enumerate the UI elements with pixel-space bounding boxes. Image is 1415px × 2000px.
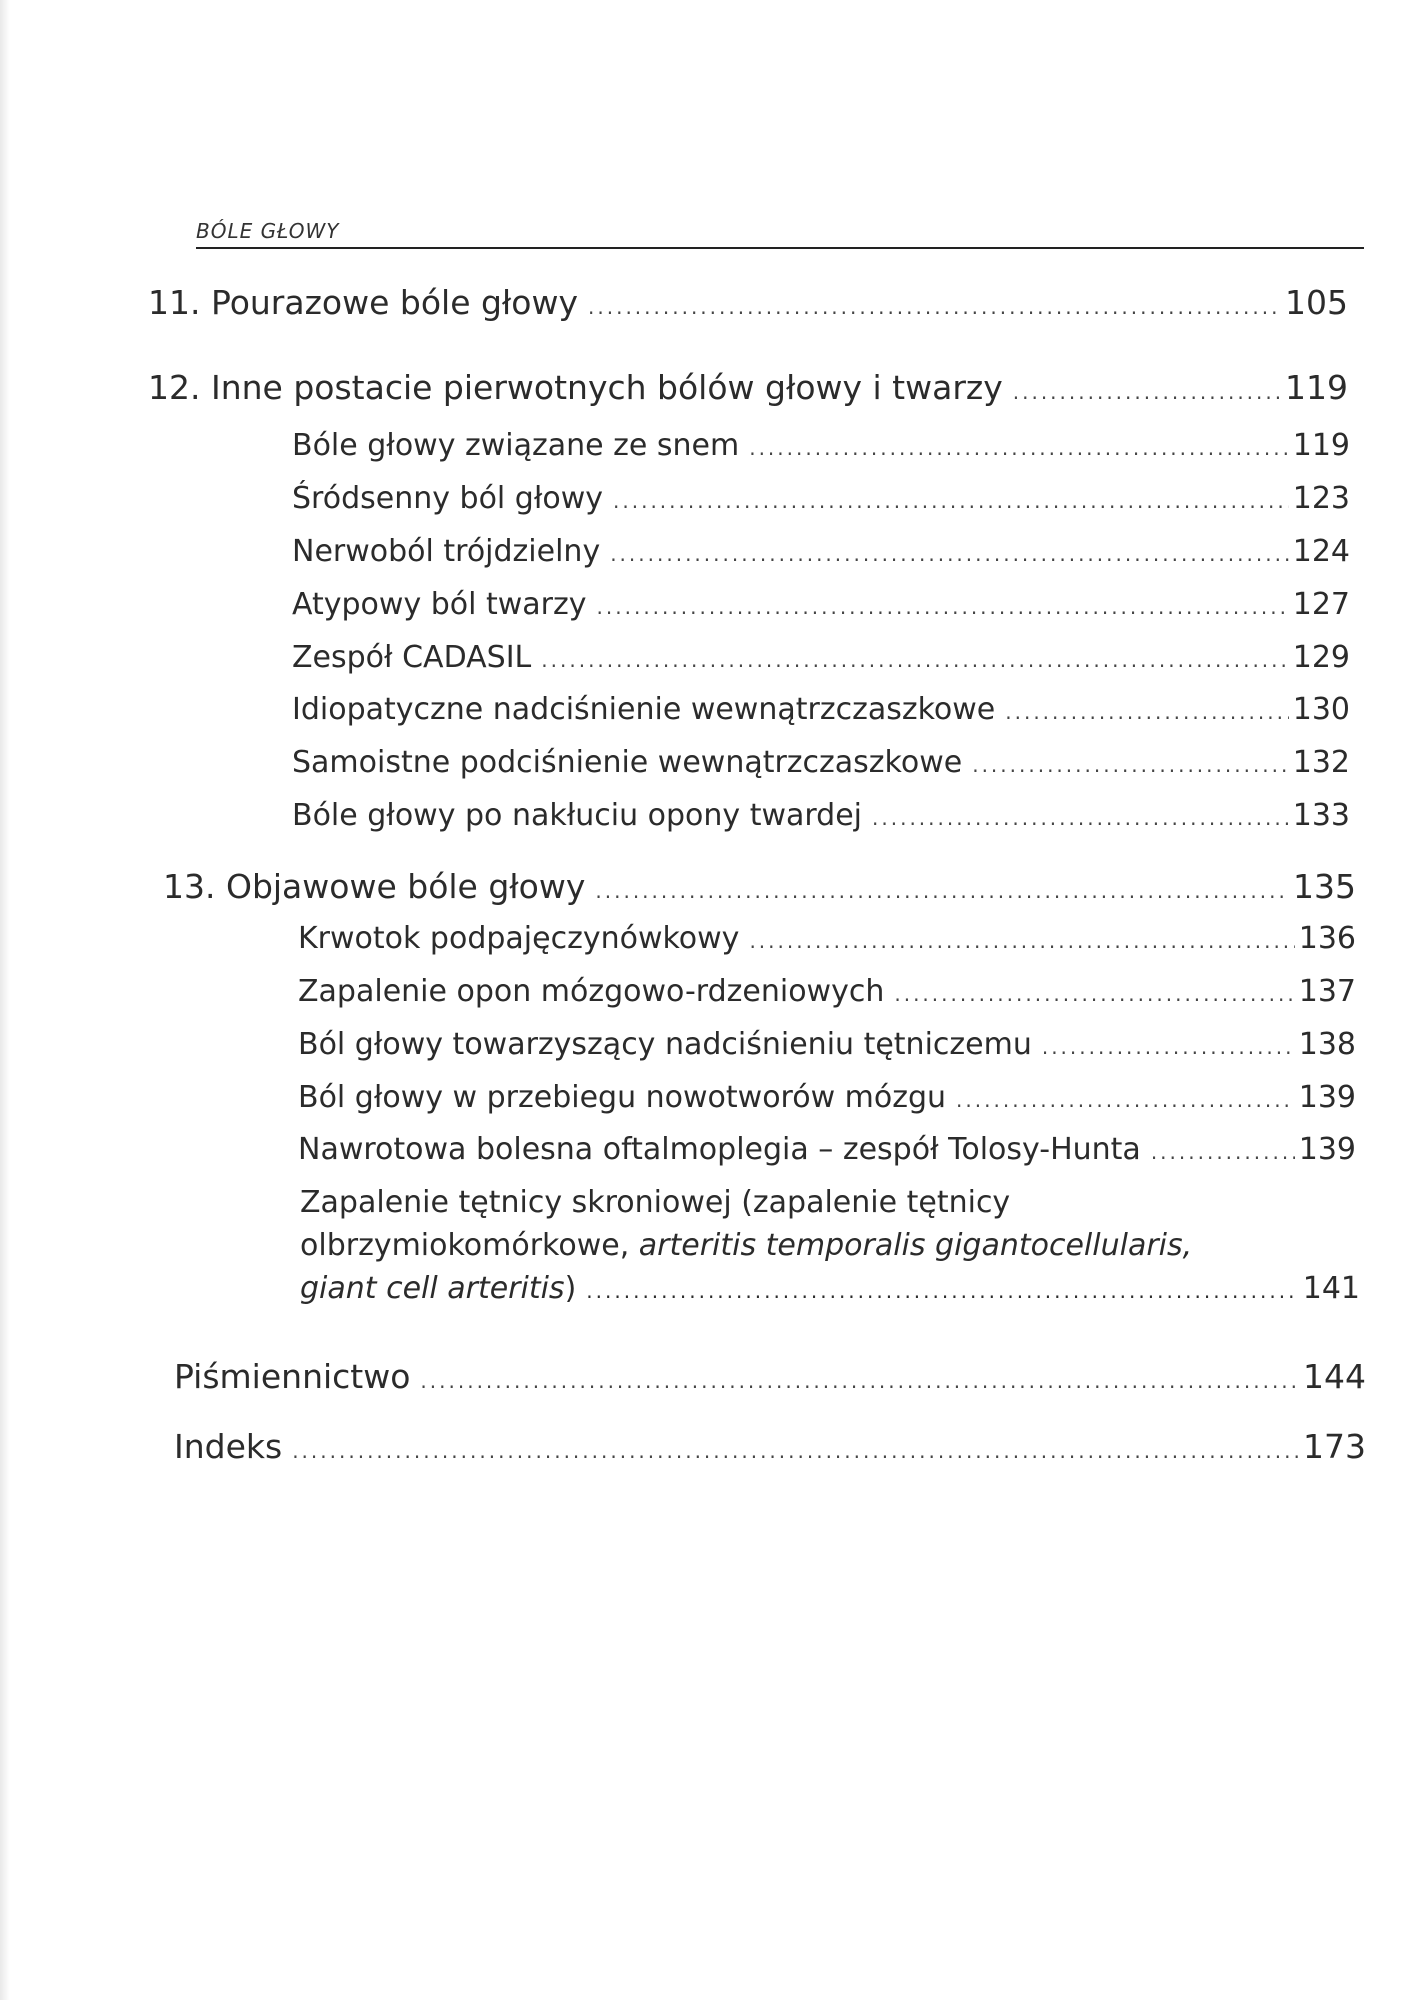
leader-dots xyxy=(894,982,1294,1006)
running-header-title: BÓLE GŁOWY xyxy=(196,219,340,243)
toc-entry-page: 173 xyxy=(1303,1427,1366,1466)
toc-entry-title: Krwotok podpajęczynówkowy xyxy=(298,921,740,956)
toc-entry-page: 135 xyxy=(1293,867,1356,906)
toc-entry-title: Atypowy ból twarzy xyxy=(292,587,587,622)
toc-entry-page: 136 xyxy=(1298,921,1356,956)
leader-dots xyxy=(1005,700,1288,724)
toc-section xyxy=(298,1132,1356,1167)
toc-section xyxy=(292,534,1350,569)
leader-dots xyxy=(292,1439,1299,1463)
toc-entry-page: 137 xyxy=(1298,974,1356,1009)
toc-entry-page: 132 xyxy=(1292,745,1350,780)
toc-entry-line-1: Zapalenie tętnicy skroniowej (zapalenie tętnicy xyxy=(300,1185,1011,1220)
toc-section xyxy=(292,481,1350,516)
leader-dots xyxy=(749,436,1289,460)
leader-dots xyxy=(595,879,1289,903)
leader-dots xyxy=(586,1279,1298,1303)
leader-dots xyxy=(610,542,1289,566)
toc-entry-page: 133 xyxy=(1292,798,1350,833)
toc-entry-line-3 xyxy=(300,1271,1360,1306)
toc-entry-page: 144 xyxy=(1303,1357,1366,1396)
toc-entry-page: 123 xyxy=(1292,481,1350,516)
toc-section xyxy=(292,587,1350,622)
leader-dots xyxy=(588,295,1281,319)
toc-entry-page: 129 xyxy=(1292,640,1350,675)
toc-entry-text: olbrzymiokomórkowe, xyxy=(300,1228,639,1263)
toc-entry-title: 12. Inne postacie pierwotnych bólów głowy i twarzy xyxy=(148,368,1003,407)
leader-dots xyxy=(420,1369,1299,1393)
leader-dots xyxy=(1151,1140,1295,1164)
toc-entry-page: 139 xyxy=(1298,1080,1356,1115)
leader-dots xyxy=(972,753,1289,777)
toc-entry-title: Zespół CADASIL xyxy=(292,640,532,675)
toc-entry-title: Samoistne podciśnienie wewnątrzczaszkowe xyxy=(292,745,963,780)
toc-entry-title: Piśmiennictwo xyxy=(174,1357,411,1396)
toc-section xyxy=(292,692,1350,727)
toc-chapter-11 xyxy=(148,283,1348,322)
toc-chapter-12 xyxy=(148,368,1348,407)
leader-dots xyxy=(1042,1035,1295,1059)
toc-entry-title: Idiopatyczne nadciśnienie wewnątrzczaszkowe xyxy=(292,692,996,727)
toc-entry-page: 127 xyxy=(1292,587,1350,622)
leader-dots xyxy=(872,806,1289,830)
toc-section-multiline xyxy=(300,1185,1360,1306)
toc-entry-title: Bóle głowy związane ze snem xyxy=(292,428,740,463)
toc-entry-title: Nawrotowa bolesna oftalmoplegia – zespół Tolosy-Hunta xyxy=(298,1132,1141,1167)
toc-entry-title: Nerwoból trójdzielny xyxy=(292,534,601,569)
toc-chapter-13 xyxy=(163,867,1356,906)
toc-entry-page: 124 xyxy=(1292,534,1350,569)
toc-entry-title: Indeks xyxy=(174,1427,283,1466)
toc-section xyxy=(292,745,1350,780)
toc-entry-page: 141 xyxy=(1302,1271,1360,1306)
toc-section xyxy=(298,1027,1356,1062)
toc-entry-page: 139 xyxy=(1298,1132,1356,1167)
toc-entry-title: 13. Objawowe bóle głowy xyxy=(163,867,586,906)
toc-entry-latin-term: arteritis temporalis gigantocellularis, xyxy=(638,1228,1193,1263)
toc-entry-page: 105 xyxy=(1285,283,1348,322)
toc-section xyxy=(298,1080,1356,1115)
toc-entry-title: Ból głowy w przebiegu nowotworów mózgu xyxy=(298,1080,947,1115)
toc-references xyxy=(174,1357,1366,1396)
leader-dots xyxy=(597,595,1289,619)
toc-section xyxy=(298,974,1356,1009)
toc-entry-latin-term: giant cell arteritis xyxy=(300,1271,565,1306)
toc-section xyxy=(292,640,1350,675)
toc-entry-page: 130 xyxy=(1292,692,1350,727)
leader-dots xyxy=(956,1088,1295,1112)
toc-entry-page: 119 xyxy=(1292,428,1350,463)
toc-entry-title: Zapalenie opon mózgowo-rdzeniowych xyxy=(298,974,885,1009)
toc-section xyxy=(292,798,1350,833)
leader-dots xyxy=(749,929,1294,953)
toc-entry-page: 119 xyxy=(1285,368,1348,407)
leader-dots xyxy=(541,648,1288,672)
toc-entry-text: ) xyxy=(564,1271,577,1306)
leader-dots xyxy=(613,489,1289,513)
toc-entry-title: Śródsenny ból głowy xyxy=(292,481,604,516)
toc-section xyxy=(292,428,1350,463)
toc-entry-line-2 xyxy=(300,1228,1360,1271)
leader-dots xyxy=(1013,380,1281,404)
toc-section xyxy=(298,921,1356,956)
toc-entry-title: Bóle głowy po nakłuciu opony twardej xyxy=(292,798,863,833)
toc-entry-title: Ból głowy towarzyszący nadciśnieniu tętniczemu xyxy=(298,1027,1032,1062)
toc-entry-title: 11. Pourazowe bóle głowy xyxy=(148,283,579,322)
toc-index xyxy=(174,1427,1366,1466)
toc-entry-page: 138 xyxy=(1298,1027,1356,1062)
